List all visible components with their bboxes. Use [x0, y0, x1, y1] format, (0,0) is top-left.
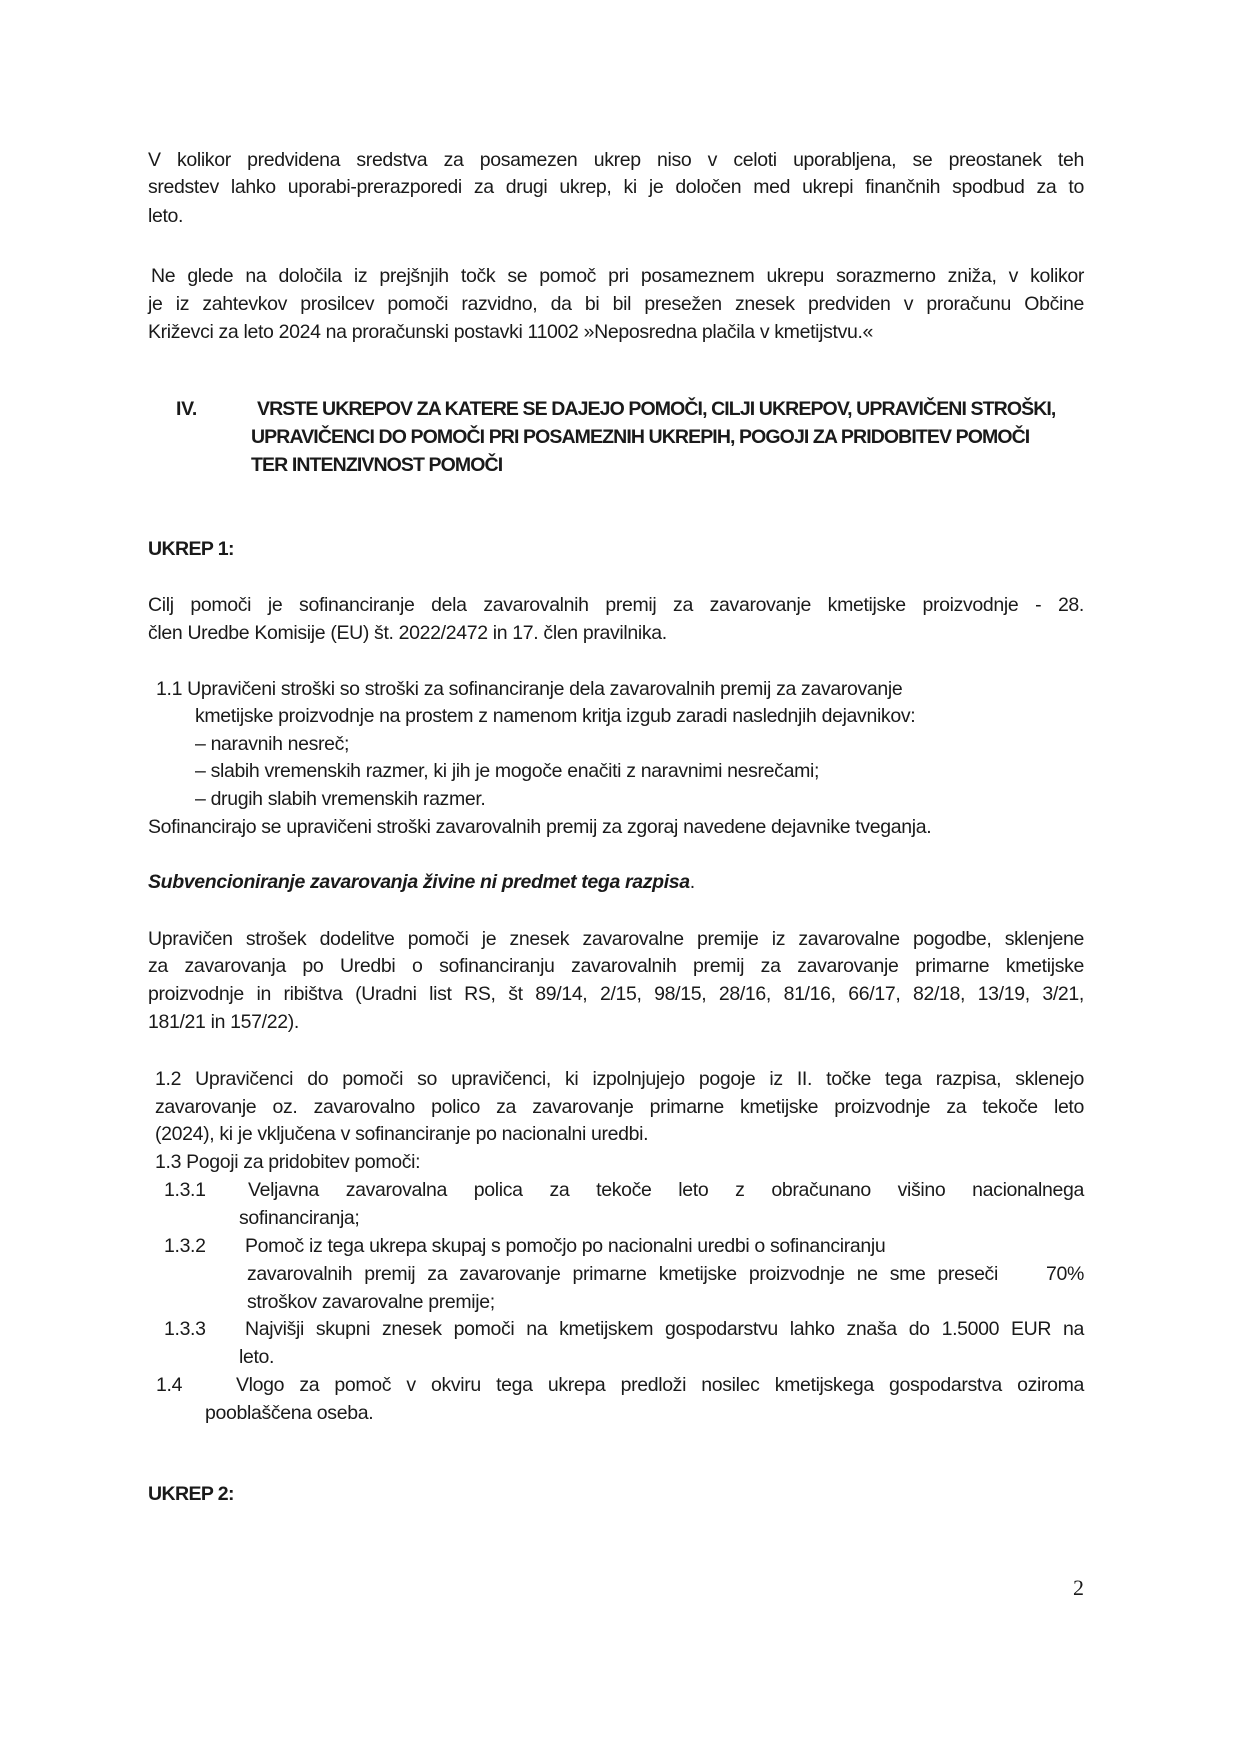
text-line: proizvodnje in ribištva (Uradni list RS, št 89/14, 2/15, 98/15, 28/16, 81/16, 66/17, 82/18, 13/19, 3/21,	[148, 983, 1084, 1005]
text-line: Križevci za leto 2024 na proračunski postavki 11002 »Neposredna plačila v kmetijstvu.«	[148, 321, 874, 343]
section-title-line: UPRAVIČENCI DO POMOČI PRI POSAMEZNIH UKREPIH, POGOJI ZA PRIDOBITEV POMOČI	[251, 426, 1030, 448]
text-line: člen Uredbe Komisije (EU) št. 2022/2472 in 17. člen pravilnika.	[148, 622, 667, 644]
text-line: (2024), ki je vključena v sofinanciranje po nacionalni uredbi.	[155, 1123, 649, 1145]
text-line: V kolikor predvidena sredstva za posamezen ukrep niso v celoti uporabljena, se preostanek teh	[148, 149, 1084, 171]
text-line: 181/21 in 157/22).	[148, 1011, 299, 1033]
text-line: leto.	[148, 205, 184, 227]
item-number: 1.4	[156, 1374, 183, 1396]
note-period: .	[689, 871, 695, 893]
text-line: Ne glede na določila iz prejšnjih točk se pomoč pri posameznem ukrepu sorazmerno zniža, v kolikor	[151, 265, 1084, 287]
note-livestock	[148, 869, 695, 896]
text-line: Cilj pomoči je sofinanciranje dela zavarovalnih premij za zavarovanje kmetijske proizvodnje - 28.	[148, 594, 1084, 616]
bullet-item: – drugih slabih vremenskih razmer.	[195, 788, 486, 810]
text-line: Pomoč iz tega ukrepa skupaj s pomočjo po nacionalni uredbi o sofinanciranju	[245, 1235, 886, 1257]
note-text: Subvencioniranje zavarovanja živine ni predmet tega razpisa	[148, 871, 690, 893]
text-line: zavarovalnih premij za zavarovanje primarne kmetijske proizvodnje ne sme preseči 70%	[247, 1263, 1084, 1285]
text-line: pooblaščena oseba.	[205, 1402, 374, 1424]
bullet-item: – slabih vremenskih razmer, ki jih je mogoče enačiti z naravnimi nesrečami;	[195, 760, 820, 782]
item-label: 1.3 Pogoji za pridobitev pomoči:	[155, 1151, 421, 1173]
text-line: Sofinancirajo se upravičeni stroški zavarovalnih premij za zgoraj navedene dejavnike tveganja.	[148, 816, 932, 838]
text-line: kmetijske proizvodnje na prostem z namenom kritja izgub zaradi naslednjih dejavnikov:	[195, 705, 916, 727]
text-line: Upravičen strošek dodelitve pomoči je znesek zavarovalne premije iz zavarovalne pogodbe, sklenjene	[148, 928, 1084, 950]
text-line: Veljavna zavarovalna polica za tekoče leto z obračunano višino nacionalnega	[248, 1179, 1084, 1201]
text-line: Najvišji skupni znesek pomoči na kmetijskem gospodarstvu lahko znaša do 1.5000 EUR na	[245, 1318, 1084, 1340]
ukrep-2-heading: UKREP 2:	[148, 1483, 234, 1505]
sub-item-number: 1.3.1	[164, 1179, 206, 1201]
sub-item-number: 1.3.3	[164, 1318, 206, 1340]
text-line: stroškov zavarovalne premije;	[247, 1291, 495, 1313]
text-line: zavarovanje oz. zavarovalno polico za zavarovanje primarne kmetijske proizvodnje za tekoče leto	[155, 1096, 1084, 1118]
section-title-line: TER INTENZIVNOST POMOČI	[251, 454, 503, 476]
section-number: IV.	[176, 398, 198, 420]
page-number: 2	[1073, 1575, 1084, 1600]
text-line: sofinanciranja;	[239, 1207, 360, 1229]
text-line: Vlogo za pomoč v okviru tega ukrepa predloži nosilec kmetijskega gospodarstva oziroma	[236, 1374, 1084, 1396]
bullet-item: – naravnih nesreč;	[195, 733, 350, 755]
sub-item-number: 1.3.2	[164, 1235, 206, 1257]
section-title-line: VRSTE UKREPOV ZA KATERE SE DAJEJO POMOČI, CILJI UKREPOV, UPRAVIČENI STROŠKI,	[257, 398, 1056, 420]
text-line: sredstev lahko uporabi-prerazporedi za drugi ukrep, ki je določen med ukrepi finančnih spodbud za to	[148, 176, 1084, 198]
text-line: je iz zahtevkov prosilcev pomoči razvidno, da bi bil presežen znesek predviden v proračunu Občine	[148, 293, 1084, 315]
text-line: 1.1 Upravičeni stroški so stroški za sofinanciranje dela zavarovalnih premij za zavarovanje	[156, 678, 903, 700]
text-line: 1.2 Upravičenci do pomoči so upravičenci, ki izpolnjujejo pogoje iz II. točke tega razpisa, sklenejo	[155, 1068, 1084, 1090]
text-line: leto.	[239, 1346, 275, 1368]
ukrep-1-heading: UKREP 1:	[148, 538, 234, 560]
text-line: za zavarovanja po Uredbi o sofinanciranju zavarovalnih premij za zavarovanje primarne kmetijske	[148, 955, 1084, 977]
